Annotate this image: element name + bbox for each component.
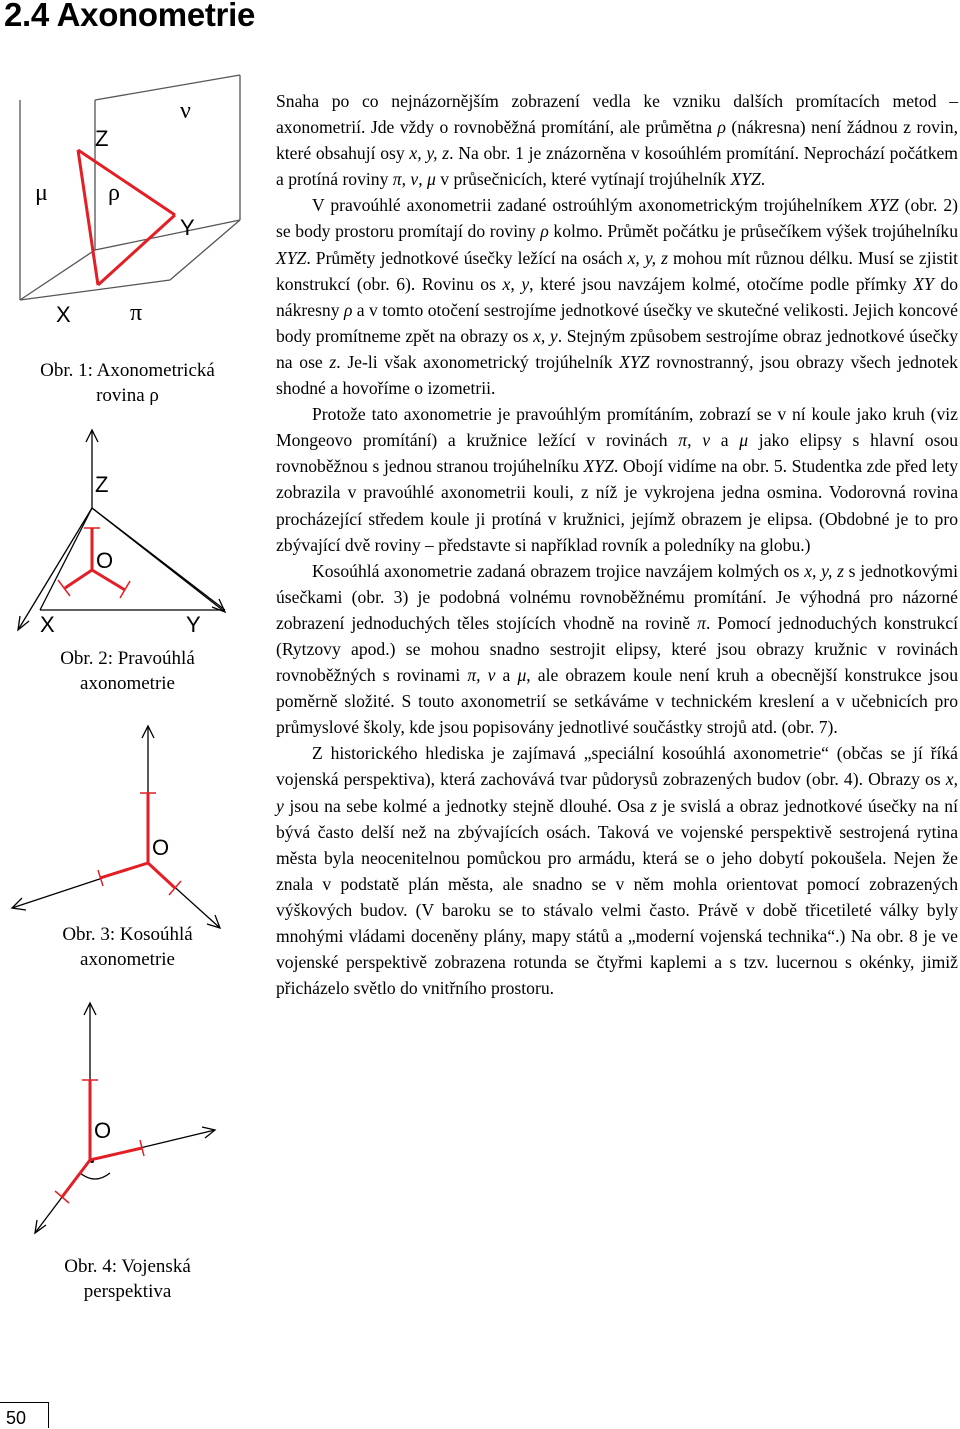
p2-text-b: (obr. 2) se body prostoru promítají do roviny bbox=[276, 195, 958, 242]
p1-text-d: v průsečnicích, které vytínají trojúhelník bbox=[435, 169, 731, 190]
p2-text-f: , které jsou navzájem kolmé, otočíme podle přímky bbox=[529, 273, 914, 294]
figure-2-caption-line2: axonometrie bbox=[80, 673, 175, 694]
trace-yx bbox=[98, 215, 175, 285]
p5-xy1: x, y bbox=[276, 769, 958, 816]
figure-2-caption bbox=[0, 646, 255, 696]
fig1-label-pi: π bbox=[130, 300, 143, 326]
figure-3-drawing bbox=[0, 718, 270, 928]
fig2-tick-x bbox=[58, 580, 70, 596]
p2-text-g: do nákresny bbox=[276, 273, 958, 320]
p2-line-xy: XY bbox=[913, 273, 934, 294]
p2-text-h: a v tomto otočení sestrojíme jednotkové úsečky ve skutečné velikosti. Jejich koncové body promítneme zpět na obrazy os bbox=[276, 299, 958, 346]
p2-xyz3: XYZ bbox=[619, 351, 650, 372]
p3-xyz: XYZ bbox=[583, 456, 614, 477]
p5-text-b: jsou na sebe kolmé a jednotky stejně dlouhé. Osa bbox=[283, 795, 651, 816]
figure-3-caption bbox=[0, 922, 255, 972]
p1-text-e: . bbox=[760, 169, 766, 190]
figure-4-caption-line1: Obr. 4: Vojenská bbox=[64, 1256, 191, 1277]
p2-text-c: kolmo. Průmět počátku je průsečíkem výšek trojúhelníku bbox=[548, 221, 958, 242]
fig3-label-o: O bbox=[152, 835, 170, 860]
figure-1-caption-line1: Obr. 1: Axonometrická bbox=[40, 360, 215, 381]
pi-plane-outline bbox=[20, 220, 240, 300]
p3-planes: π, ν bbox=[678, 430, 711, 451]
fig4-right-angle-arc bbox=[80, 1173, 110, 1179]
p2-rho1: ρ bbox=[540, 221, 549, 242]
body-text bbox=[276, 88, 958, 1001]
p1-text-b: (nákresna) není žádnou z rovin, které obsahují osy bbox=[276, 117, 958, 164]
p2-xy1: x, y bbox=[502, 273, 530, 294]
p4-text-d: a bbox=[495, 665, 518, 686]
figure-2-caption-line1: Obr. 2: Pravoúhlá bbox=[60, 648, 195, 669]
p2-xy2: x, y bbox=[533, 325, 558, 346]
p1-text-c: . Na obr. 1 je znázorněna v kosoúhlém promítání. Neprochází počátkem a protíná roviny bbox=[276, 143, 958, 190]
p1-rho: ρ bbox=[717, 117, 726, 138]
page-number: 50 bbox=[6, 1408, 27, 1428]
fig1-label-y: Y bbox=[180, 215, 195, 240]
p2-text-i: . Stejným způsobem sestrojíme obraz jednotkové úsečky na ose bbox=[276, 325, 959, 372]
p4-axes: x, y, z bbox=[804, 560, 844, 581]
p2-axes: x, y, z bbox=[627, 247, 668, 268]
figure-1-caption-line2: rovina ρ bbox=[96, 385, 159, 406]
paragraph-3 bbox=[276, 401, 958, 558]
p4-text-b: s jednotkovými úsečkami (obr. 3) je podobná volnému rovnoběžnému promítání. Je výhodná pro názorné zobrazení jednoduchých těles stojících vhodně na rovině bbox=[276, 560, 958, 633]
fig2-unit-x bbox=[65, 570, 92, 588]
fig2-label-y: Y bbox=[186, 612, 201, 637]
p4-text-c: . Pomocí jednoduchých konstrukcí (Rytzovy apod.) se mohou snadno sestrojit elipsy, které jsou obrazy kružnic v rovinách rovnoběžných s rovinami bbox=[276, 612, 958, 686]
p4-pi: π bbox=[697, 612, 706, 633]
fig2-unit-y bbox=[92, 570, 125, 590]
p3-text-a: Protože tato axonometrie je pravoúhlým promítáním, zobrazí se v ní koule jako kruh (viz Mongeovo promítání) a kružnice ležící v rovinách bbox=[276, 404, 958, 451]
fig4-unit-y bbox=[90, 1148, 142, 1160]
fig3-unit-y bbox=[148, 863, 175, 888]
mu-plane-outline bbox=[20, 100, 95, 300]
p2-xyz1: XYZ bbox=[868, 195, 899, 216]
paragraph-4 bbox=[276, 558, 958, 741]
fig4-label-o: O bbox=[94, 1118, 112, 1143]
p3-text-c: jako elipsy s hlavní osou rovnoběžnou s jednou stranou trojúhelníku bbox=[276, 430, 959, 477]
fig1-label-rho: ρ bbox=[108, 180, 120, 206]
fig2-label-o: O bbox=[96, 548, 114, 573]
paragraph-5 bbox=[276, 740, 958, 1001]
figure-4-caption-line2: perspektiva bbox=[83, 1281, 172, 1302]
figure-3-caption-line2: axonometrie bbox=[80, 949, 175, 970]
p5-z: z bbox=[650, 795, 657, 816]
section-title: 2.4 Axonometrie bbox=[4, 0, 256, 33]
fig1-label-z: Z bbox=[95, 126, 109, 151]
figure-2-drawing bbox=[0, 420, 270, 650]
fig1-label-mu: μ bbox=[35, 180, 48, 206]
p1-axes: x, y, z bbox=[409, 143, 450, 164]
p5-text-a: Z historického hlediska je zajímavá „speciální kosoúhlá axonometrie“ (občas se jí říká vojenská perspektiva), která zachovává tvar půdorysů zobrazených budov (obr. 4). Obrazy os bbox=[276, 743, 958, 790]
p1-xyz: XYZ bbox=[730, 169, 761, 190]
p3-mu: μ bbox=[739, 430, 749, 451]
p2-text-e: mohou mít různou délku. Musí se zjistit konstrukcí (obr. 6). Rovinu os bbox=[276, 247, 959, 294]
p4-mu: μ bbox=[517, 665, 527, 686]
p2-text-a: V pravoúhlé axonometrii zadané ostroúhlým axonometrickým trojúhelníkem bbox=[312, 195, 869, 216]
p4-planes: π, ν bbox=[467, 665, 496, 686]
fig1-label-x: X bbox=[56, 302, 71, 327]
fig2-triangle-zx bbox=[40, 508, 92, 610]
p2-text-d: . Průměty jednotkové úsečky ležící na osách bbox=[306, 247, 628, 268]
nu-plane-top bbox=[95, 75, 240, 100]
p2-text-j: . Je-li však axonometrický trojúhelník bbox=[336, 351, 620, 372]
fig2-label-z: Z bbox=[95, 472, 109, 497]
p5-text-c: je svislá a obraz jednotkové úsečky na ní bývá často delší než na zbývajících osách. Taková ve vojenské perspektivě sestrojená rytina města byla neocenitelnou pomůckou pro armádu, která se o jeho dobytí pokoušela. Nejen že znala v podstatě plán města, ale snadno se v něm mohla orientovat pomocí zobrazených výškových budov. (V baroku se to stávalo velmi často. Právě v době třicetileté války byly mnohými vládami doceněny plány, mapy států a „moderní vojenská technika“.) Na obr. 8 je ve vojenské perspektivě zobrazena rotunda se čtyřmi kaplemi a s tzv. lucernou s okénky, jimiž přicházelo světlo do vnitřního prostoru. bbox=[276, 795, 958, 999]
figure-1-drawing bbox=[0, 0, 270, 420]
fig4-unit-x bbox=[62, 1160, 90, 1197]
p2-xyz2: XYZ bbox=[276, 247, 307, 268]
p2-rho2: ρ bbox=[343, 299, 353, 320]
p4-text-e: , ale obrazem koule není kruh a obecnější konstrukce jsou poměrně složité. S touto axonometrií se setkáváme v technickém kreslení a v učebnicích pro průmyslové školy, kde jsou popisovány jednotlivé součástky strojů atd. (obr. 7). bbox=[276, 665, 958, 738]
fig2-arrow-x bbox=[18, 616, 29, 630]
paragraph-1 bbox=[276, 88, 958, 192]
figure-4-drawing bbox=[0, 995, 270, 1250]
nu-plane-bottom bbox=[95, 220, 240, 250]
fig1-label-nu: ν bbox=[180, 98, 191, 124]
p3-text-b: a bbox=[710, 430, 740, 451]
p1-text-a: Snaha po co nejnázornějším zobrazení vedla ke vzniku dalších promítacích metod – axonometrií. Jde vždy o rovnoběžná promítání, ale průmětna bbox=[276, 91, 958, 138]
p3-text-d: . Obojí vidíme na obr. 5. Studentka zde před lety zobrazila v pravoúhlé axonometrii kouli, z níž je vykrojena jedna osmina. Vodorovná rovina procházející středem koule ji protíná v kružnici, jejímž obrazem je elipsa. (Obdobné je to pro zbývající dvě roviny – představte si například rovník a poledníky na globu.) bbox=[276, 456, 959, 555]
p2-z: z bbox=[329, 351, 337, 372]
fig2-label-x: X bbox=[40, 612, 55, 637]
figure-4-caption bbox=[0, 1254, 255, 1304]
p1-planes: π, ν, μ bbox=[392, 169, 436, 190]
p4-text-a: Kosoúhlá axonometrie zadaná obrazem trojice navzájem kolmých os bbox=[312, 560, 805, 581]
figure-1-caption bbox=[0, 358, 255, 408]
fig2-axis-x bbox=[18, 508, 92, 630]
figure-3-caption-line1: Obr. 3: Kosoúhlá bbox=[62, 924, 193, 945]
trace-zy bbox=[78, 150, 175, 215]
p2-text-k: rovnostranný, jsou obrazy všech jednotek shodné a hovoříme o izometrii. bbox=[276, 351, 958, 399]
paragraph-2 bbox=[276, 192, 958, 401]
fig3-unit-x bbox=[100, 863, 148, 878]
